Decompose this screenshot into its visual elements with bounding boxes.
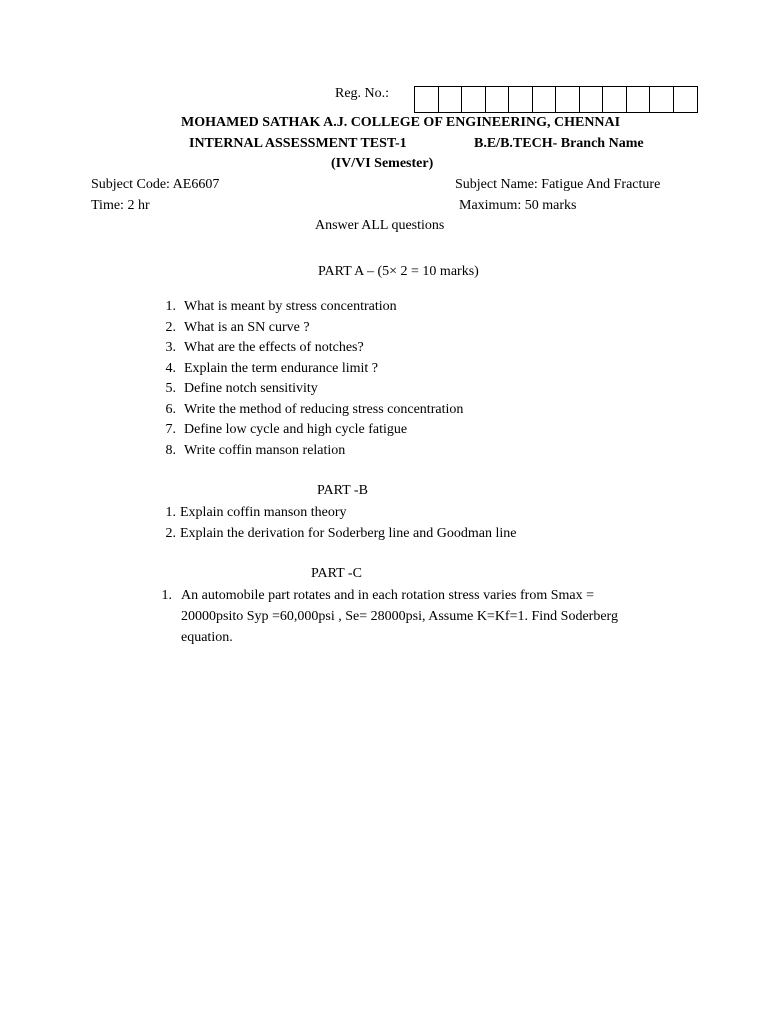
question-number: 2. xyxy=(165,319,176,335)
part-a-questions xyxy=(165,297,464,461)
reg-no-box[interactable] xyxy=(462,87,486,112)
question-text-line: An automobile part rotates and in each rotation stress varies from Smax = xyxy=(181,588,595,603)
question-item xyxy=(165,523,517,544)
subject-code: Subject Code: AE6607 xyxy=(91,177,220,192)
question-text: What are the effects of notches? xyxy=(184,340,364,355)
question-text: Explain coffin manson theory xyxy=(180,505,347,520)
question-number: 8. xyxy=(165,442,176,458)
question-number: 1. xyxy=(165,505,176,520)
question-item xyxy=(165,379,463,400)
reg-no-box[interactable] xyxy=(509,87,533,112)
reg-no-box[interactable] xyxy=(650,87,674,112)
reg-no-boxes[interactable] xyxy=(414,86,698,113)
instruction: Answer ALL questions xyxy=(315,218,445,233)
test-title: INTERNAL ASSESSMENT TEST-1 xyxy=(189,136,407,151)
part-a-title: PART A – (5× 2 = 10 marks) xyxy=(318,264,479,279)
subject-name: Subject Name: Fatigue And Fracture xyxy=(455,177,661,192)
part-b-questions xyxy=(165,502,517,544)
question-item xyxy=(165,318,463,339)
question-text: Write the method of reducing stress concentration xyxy=(184,401,464,417)
part-c-questions xyxy=(161,585,618,648)
question-number: 2. xyxy=(165,526,176,541)
college-name: MOHAMED SATHAK A.J. COLLEGE OF ENGINEERING, CHENNAI xyxy=(181,115,621,130)
question-text: What is an SN curve ? xyxy=(184,319,310,335)
question-number: 5. xyxy=(165,381,176,396)
question-text: Define low cycle and high cycle fatigue xyxy=(184,422,408,437)
part-c-title: PART -C xyxy=(311,566,362,581)
question-item xyxy=(165,420,463,441)
question-item xyxy=(165,502,516,523)
question-item xyxy=(165,338,463,359)
question-number: 1. xyxy=(161,588,172,603)
question-item xyxy=(165,359,463,380)
reg-no-box[interactable] xyxy=(439,87,463,112)
question-text: Write coffin manson relation xyxy=(184,442,346,458)
question-text: Explain the term endurance limit ? xyxy=(184,360,378,376)
reg-no-box[interactable] xyxy=(556,87,580,112)
max-marks: Maximum: 50 marks xyxy=(459,198,577,213)
question-text-line: 20000psito Syp =60,000psi , Se= 28000psi, Assume K=Kf=1. Find Soderberg xyxy=(181,609,618,624)
time: Time: 2 hr xyxy=(91,198,150,213)
question-number: 7. xyxy=(165,422,176,437)
question-text: What is meant by stress concentration xyxy=(184,299,397,314)
reg-no-box[interactable] xyxy=(674,87,698,112)
reg-no-box[interactable] xyxy=(627,87,651,112)
question-item xyxy=(165,400,464,421)
question-text: Explain the derivation for Soderberg line and Goodman line xyxy=(180,526,517,541)
question-text-line: equation. xyxy=(181,630,233,645)
reg-no-box[interactable] xyxy=(415,87,439,112)
reg-no-box[interactable] xyxy=(533,87,557,112)
question-number: 4. xyxy=(165,360,176,376)
reg-no-box[interactable] xyxy=(603,87,627,112)
branch-name: B.E/B.TECH- Branch Name xyxy=(474,136,644,151)
question-item xyxy=(165,441,463,462)
question-number: 6. xyxy=(165,401,176,417)
part-b-title: PART -B xyxy=(317,483,368,498)
question-item xyxy=(161,585,618,648)
question-number: 3. xyxy=(165,340,176,355)
reg-no-box[interactable] xyxy=(580,87,604,112)
semester: (IV/VI Semester) xyxy=(331,156,434,171)
question-number: 1. xyxy=(165,299,176,314)
question-item xyxy=(165,297,463,318)
reg-no-label: Reg. No.: xyxy=(335,86,390,101)
reg-no-box[interactable] xyxy=(486,87,510,112)
question-text: Define notch sensitivity xyxy=(184,381,318,396)
